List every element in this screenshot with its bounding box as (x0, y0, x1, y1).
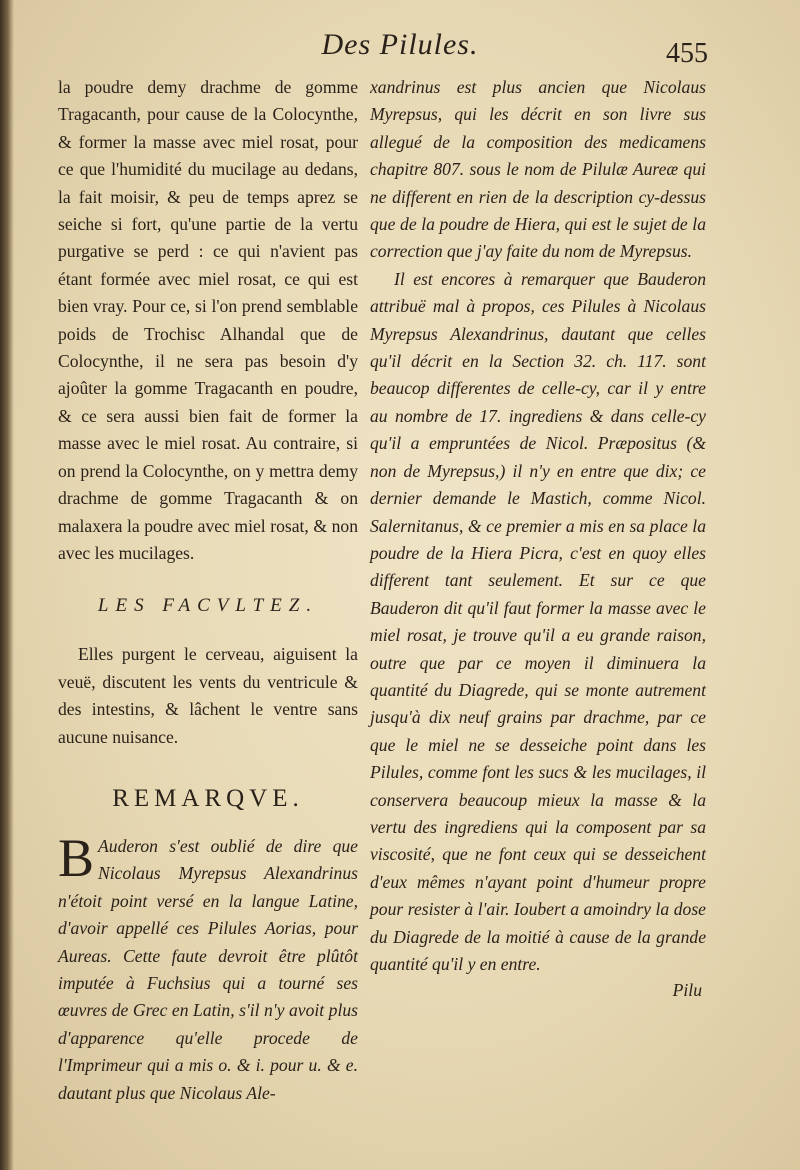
right-paragraph-2: Il est encores à remarquer que Bauderon attribuë mal à propos, ces Pilules à Nicolaus Myrepsus Alexandrinus, dautant que celles qu'il décrit en la Section 32. ch. 117. sont beaucop differentes de celle-cy, car il y entre au nombre de 17. ingrediens & dans celle-cy qu'il a empruntées de Nicol. Præpositus (& non de Myrepsus,) il n'y en entre que dix; ce dernier demande le Mastich, comme Nicol. Salernitanus, & ce premier a mis en sa place la poudre de la Hiera Picra, c'est en quoy elles different tant seulement. Et sur ce que Bauderon dit qu'il faut former la masse avec le miel rosat, je trouve qu'il a eu grande raison, outre que par ce moyen il diminuera la quantité du Diagrede, qui se monte autrement jusqu'à dix neuf grains par drachme, par ce que le miel ne se desseiche point dans les Pilules, comme font les sucs & les mucilages, il conservera beaucoup mieux la masse & la vertu des ingrediens qui la composent par sa viscosité, que ne font ceux qui se desseichent d'eux mêmes n'ayant point d'humeur propre pour resister à l'air. Ioubert a amoindry la dose du Diagrede de la moitié à cause de la grande quantité qu'il y en entre. (370, 268, 706, 974)
book-binding (0, 0, 14, 1170)
catchword: Pilu (672, 980, 702, 1001)
running-head: Des Pilules. (321, 28, 479, 61)
left-column (58, 74, 358, 1107)
page-number: 455 (666, 38, 708, 69)
drop-cap: B (58, 827, 95, 888)
left-column-text: la poudre demy drachme de gomme Tragacanth, pour cause de la Colocynthe, & former la masse avec miel rosat, pour ce que l'humidité du mucilage au dedans, la fait moisir, & peu de temps aprez se seiche si fort, qu'une partie de la vertu purgative se perd : ce qui n'avient pas étant formée avec miel rosat, ce qui est bien vray. Pour ce, si l'on prend semblable poids de Trochisc Alhandal que de Colocynthe, il ne sera pas besoin d'y ajoûter la gomme Tragacanth en poudre, & ce sera aussi bien fait de former la masse avec le miel rosat. Au contraire, si on prend la Colocynthe, on y mettra demy drachme de gomme Tragacanth & on malaxera la poudre avec miel rosat, & non avec les mucilages. (58, 77, 358, 563)
right-column (370, 74, 706, 1001)
remarque-heading: REMARQVE. (112, 784, 304, 812)
remarque-paragraph (58, 827, 358, 1107)
right-paragraph-1: xandrinus est plus ancien que Nicolaus Myrepsus, qui les décrit en son livre sus allegué de la composition des medicamens chapitre 807. sous le nom de Pilulæ Aureæ qui ne different en rien de la description cy-dessus que de la poudre de Hiera, qui est le sujet de la correction que j'ay faite du nom de Myrepsus. (370, 77, 706, 262)
facultez-text: Elles purgent le cerveau, aiguisent la veuë, discutent les vents du ventricule & des intestins, & lâchent le ventre sans aucune nuisance. (58, 644, 358, 747)
facultez-heading: LES FACVLTEZ. (97, 595, 319, 617)
remarque-text: Auderon s'est oublié de dire que Nicolaus Myrepsus Alexandrinus n'étoit point versé en la langue Latine, d'avoir appellé ces Pilules Aorias, pour Aureas. Cette faute devroit être plûtôt imputée à Fuchsius qui a tourné ses œuvres de Grec en Latin, s'il n'y avoit plus d'apparence qu'elle procede de l'Imprimeur qui a mis o. & i. pour u. & e. dautant plus que Nicolaus Ale- (58, 835, 358, 1103)
